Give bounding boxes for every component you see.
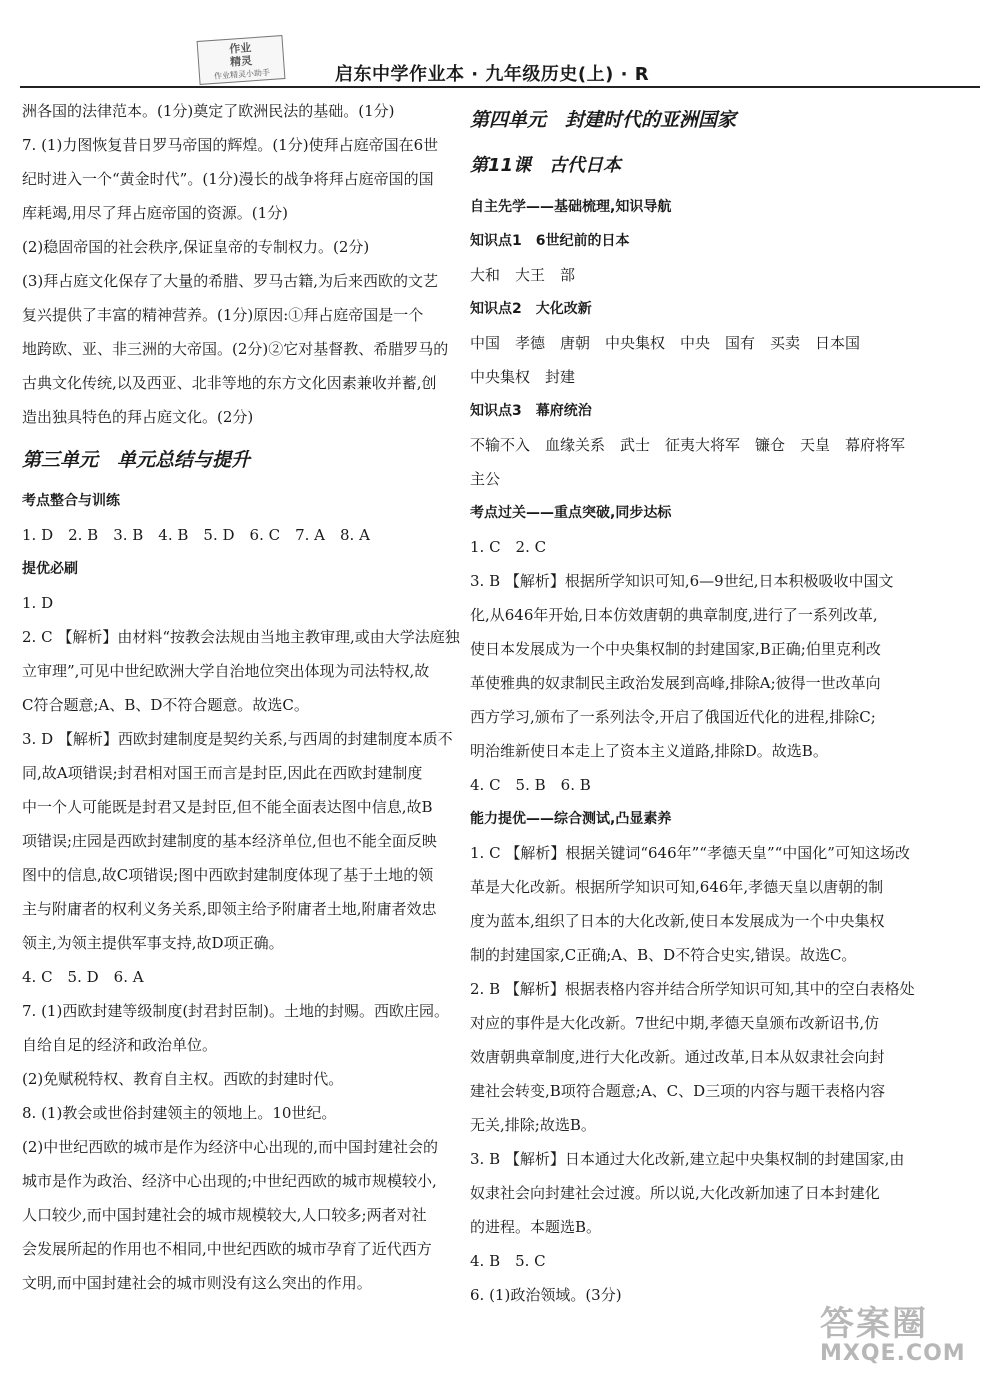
text-line: 1. C 【解析】根据关键词“646年”“孝德天皇”“中国化”可知这场改	[470, 844, 910, 862]
text-line: (2)中世纪西欧的城市是作为经济中心出现的,而中国封建社会的	[22, 1138, 439, 1156]
text-line: (3)拜占庭文化保存了大量的希腊、罗马古籍,为后来西欧的文艺	[22, 272, 439, 290]
text-line: (2)稳固帝国的社会秩序,保证皇帝的专制权力。(2分)	[22, 238, 370, 256]
text-line: 古典文化传统,以及西亚、北非等地的东方文化因素兼收并蓄,创	[22, 374, 437, 392]
text-line: 大和 大王 部	[470, 266, 576, 284]
text-line: 复兴提供了丰富的精神营养。(1分)原因:①拜占庭帝国是一个	[22, 306, 424, 324]
text-line: 主公	[470, 470, 501, 488]
text-line: 中一个人可能既是封君又是封臣,但不能全面表达图中信息,故B	[22, 798, 433, 816]
text-line: 4. C 5. B 6. B	[470, 776, 591, 794]
text-line: 不输不入 血缘关系 武士 征夷大将军 镰仓 天皇 幕府将军	[470, 436, 906, 454]
text-line: 造出独具特色的拜占庭文化。(2分)	[22, 408, 254, 426]
text-line: 8. (1)教会或世俗封建领主的领地上。10世纪。	[22, 1104, 337, 1122]
right-column	[470, 94, 915, 1312]
text-line: 3. B 【解析】根据所学知识可知,6—9世纪,日本积极吸收中国文	[470, 572, 894, 590]
text-line: 洲各国的法律范本。(1分)奠定了欧洲民法的基础。(1分)	[22, 102, 395, 120]
watermark-url: MXQE.COM	[820, 1341, 966, 1366]
text-line: 化,从646年开始,日本仿效唐朝的典章制度,进行了一系列改革,	[470, 606, 878, 624]
section-heading: 知识点1 6世纪前的日本	[470, 233, 630, 249]
stamp-line2: 精灵	[229, 54, 253, 69]
text-line: 无关,排除;故选B。	[470, 1116, 596, 1134]
text-line: 革使雅典的奴隶制民主政治发展到高峰,排除A;彼得一世改革向	[470, 674, 881, 692]
section-heading: 能力提优——综合测试,凸显素养	[470, 811, 672, 827]
section-heading: 考点过关——重点突破,同步达标	[470, 505, 672, 521]
text-line: C符合题意;A、B、D不符合题意。故选C。	[22, 696, 309, 714]
text-line: 纪时进入一个“黄金时代”。(1分)漫长的战争将拜占庭帝国的国	[22, 170, 434, 188]
text-line: 项错误;庄园是西欧封建制度的基本经济单位,但也不能全面反映	[22, 832, 437, 850]
text-line: 自给自足的经济和政治单位。	[22, 1036, 218, 1054]
text-line: 中央集权 封建	[470, 368, 576, 386]
text-line: 西方学习,颁布了一系列法令,开启了俄国近代化的进程,排除C;	[470, 708, 876, 726]
text-line: 会发展所起的作用也不相同,中世纪西欧的城市孕育了近代西方	[22, 1240, 432, 1258]
text-line: 度为蓝本,组织了日本的大化改新,使日本发展成为一个中央集权	[470, 912, 885, 930]
section-heading: 自主先学——基础梳理,知识导航	[470, 199, 672, 215]
text-line: 建社会转变,B项符合题意;A、C、D三项的内容与题干表格内容	[470, 1082, 886, 1100]
text-line: 明治维新使日本走上了资本主义道路,排除D。故选B。	[470, 742, 828, 760]
text-line: 的进程。本题选B。	[470, 1218, 602, 1236]
text-line: 人口较少,而中国封建社会的城市规模较大,人口较多;两者对社	[22, 1206, 427, 1224]
text-line: 制的封建国家,C正确;A、B、D不符合史实,错误。故选C。	[470, 946, 857, 964]
text-line: 6. (1)政治领域。(3分)	[470, 1286, 622, 1304]
text-line: (2)免赋税特权、教育自主权。西欧的封建时代。	[22, 1070, 344, 1088]
text-line: 4. C 5. D 6. A	[22, 968, 144, 986]
text-line: 使日本发展成为一个中央集权制的封建国家,B正确;伯里克利改	[470, 640, 881, 658]
text-line: 立审理”,可见中世纪欧洲大学自治地位突出体现为司法特权,故	[22, 662, 430, 680]
text-line: 7. (1)西欧封建等级制度(封君封臣制)。土地的封赐。西欧庄园。	[22, 1002, 450, 1020]
stamp-line1: 作业	[228, 41, 252, 56]
watermark-logo: 答案圈	[820, 1304, 928, 1344]
text-line: 城市是作为政治、经济中心出现的;中世纪西欧的城市规模较小,	[22, 1172, 437, 1190]
text-line: 1. D 2. B 3. B 4. B 5. D 6. C 7. A 8. A	[22, 526, 370, 544]
lesson-heading: 第11课 古代日本	[470, 155, 622, 176]
text-line: 主与附庸者的权利义务关系,即领主给予附庸者土地,附庸者效忠	[22, 900, 437, 918]
text-line: 地跨欧、亚、非三洲的大帝国。(2分)②它对基督教、希腊罗马的	[22, 340, 449, 358]
stamp-line3: 作业精灵小助手	[213, 68, 271, 81]
unit-heading: 第三单元 单元总结与提升	[22, 449, 251, 471]
text-line: 领主,为领主提供军事支持,故D项正确。	[22, 934, 284, 952]
text-line: 7. (1)力图恢复昔日罗马帝国的辉煌。(1分)使拜占庭帝国在6世	[22, 136, 439, 154]
unit-heading: 第四单元 封建时代的亚洲国家	[470, 109, 737, 131]
text-line: 1. D	[22, 594, 54, 612]
text-line: 奴隶社会向封建社会过渡。所以说,大化改新加速了日本封建化	[470, 1184, 880, 1202]
text-line: 2. C 【解析】由材料“按教会法规由当地主教审理,或由大学法庭独	[22, 628, 460, 646]
left-column	[22, 94, 460, 1300]
text-line: 3. B 【解析】日本通过大化改新,建立起中央集权制的封建国家,由	[470, 1150, 905, 1168]
text-line: 革是大化改新。根据所学知识可知,646年,孝德天皇以唐朝的制	[470, 878, 884, 896]
text-line: 同,故A项错误;封君相对国王而言是封臣,因此在西欧封建制度	[22, 764, 423, 782]
watermark	[820, 1296, 990, 1366]
stamp-logo	[197, 35, 286, 85]
section-heading: 考点整合与训练	[22, 493, 120, 509]
section-heading: 知识点2 大化改新	[470, 301, 592, 317]
text-line: 效唐朝典章制度,进行大化改新。通过改革,日本从奴隶社会向封	[470, 1048, 885, 1066]
header-title: 启东中学作业本 · 九年级历史(上) · R	[335, 64, 650, 85]
text-line: 2. B 【解析】根据表格内容并结合所学知识可知,其中的空白表格处	[470, 980, 915, 998]
text-line: 1. C 2. C	[470, 538, 547, 556]
text-line: 对应的事件是大化改新。7世纪中期,孝德天皇颁布改新诏书,仿	[470, 1014, 880, 1032]
section-heading: 提优必刷	[22, 561, 78, 577]
section-heading: 知识点3 幕府统治	[470, 403, 592, 419]
text-line: 文明,而中国封建社会的城市则没有这么突出的作用。	[22, 1274, 372, 1292]
text-line: 3. D 【解析】西欧封建制度是契约关系,与西周的封建制度本质不	[22, 730, 453, 748]
text-line: 4. B 5. C	[470, 1252, 546, 1270]
text-line: 图中的信息,故C项错误;图中西欧封建制度体现了基于土地的领	[22, 866, 434, 884]
page-header	[20, 38, 980, 88]
text-line: 中国 孝德 唐朝 中央集权 中央 国有 买卖 日本国	[470, 334, 861, 352]
text-line: 库耗竭,用尽了拜占庭帝国的资源。(1分)	[22, 204, 289, 222]
